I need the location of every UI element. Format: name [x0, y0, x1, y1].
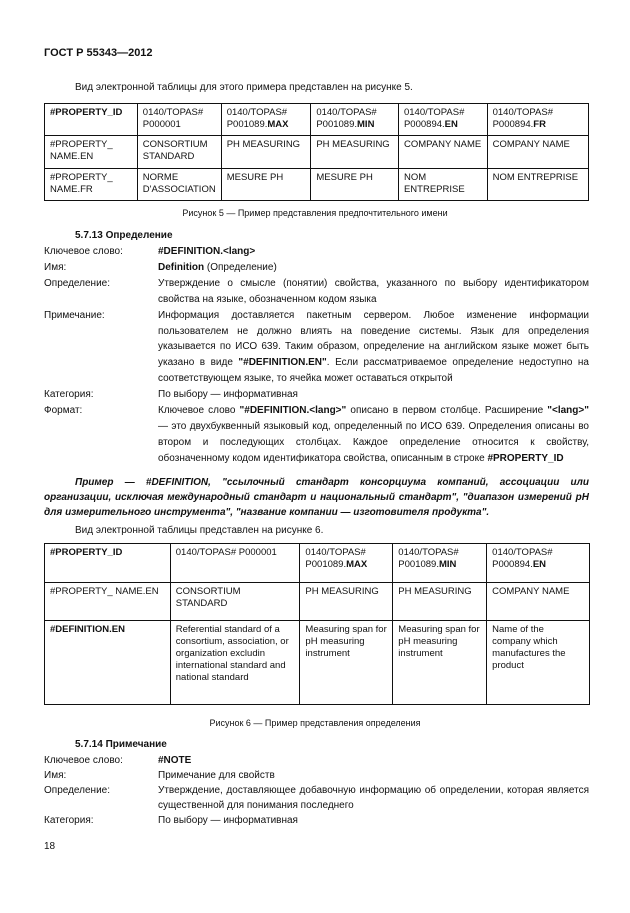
section-heading-5-7-14: 5.7.14 Примечание [75, 739, 167, 750]
intro-text-1: Вид электронной таблицы для этого примера представлен на рисунке 5. [75, 82, 413, 93]
cell-text: PH MEASURING [226, 139, 301, 151]
cell-text: Measuring span for pH measuring instrument [305, 624, 387, 660]
note-label: Примечание: [44, 309, 105, 321]
section-heading-5-7-13: 5.7.13 Определение [75, 230, 173, 241]
table-cell [487, 136, 588, 168]
cell-bold-text: #DEFINITION.EN [50, 624, 125, 636]
cell-text: 0140/TOPAS# P001089. [316, 107, 377, 130]
definition-value: Утверждение о смысле (понятии) свойства, указанного по выбору идентификатором свойства на языке, обозначенном кодом языка [158, 277, 589, 305]
cell-text: MESURE PH [316, 171, 373, 183]
table-cell [45, 168, 138, 200]
table-cell [137, 168, 221, 200]
cell-text: #PROPERTY_ NAME.EN [50, 585, 159, 597]
cell-text: CONSORTIUM STANDARD [175, 585, 241, 609]
table-cell [398, 104, 487, 136]
table-cell [170, 544, 300, 583]
figure-5-table [44, 103, 589, 201]
keyword-label: Ключевое слово: [44, 755, 123, 766]
cell-text: 0140/TOPAS# P000894. [492, 107, 553, 130]
document-header: ГОСТ Р 55343—2012 [44, 47, 153, 59]
definition-value: Утверждение, доставляющее добавочную информацию об определении, которая является существенной для понимания последнего [158, 785, 589, 811]
table-cell [487, 168, 588, 200]
definition-list-5-7-13 [44, 244, 589, 467]
table-cell [45, 621, 171, 705]
name-label: Имя: [44, 770, 67, 781]
cell-text: Name of the company which manufactures the product [492, 624, 566, 672]
cell-bold-text: MIN [357, 119, 375, 130]
table-cell [393, 582, 487, 621]
table-cell [398, 168, 487, 200]
keyword-label: Ключевое слово: [44, 246, 123, 257]
intro-text-2: Вид электронной таблицы представлен на рисунке 6. [75, 525, 324, 536]
format-value: Ключевое слово "#DEFINITION.<lang>" описано в первом столбце. Расширение "<lang>" — это двухбуквенный языковый код, определенный по ИСО 639. Определения описаны во втором и последующих столбцах. Каждое определение относится к свойству, обозначенному кодом идентификатора свойства, описанным в строке #PROPERTY_ID [158, 405, 589, 464]
cell-bold-text: MIN [438, 559, 457, 570]
cell-text: PH MEASURING [305, 585, 379, 597]
format-label: Формат: [44, 405, 83, 417]
table-cell [45, 104, 138, 136]
category-value: По выбору — информативная [158, 815, 298, 826]
figure-6-caption: Рисунок 6 — Пример представления определения [209, 718, 421, 728]
category-value: По выбору — информативная [158, 389, 298, 401]
category-label: Категория: [44, 815, 94, 826]
table-cell [487, 544, 590, 583]
name-value: Definition (Определение) [158, 261, 277, 273]
table-cell [311, 168, 399, 200]
table-cell [170, 621, 300, 705]
table-cell [487, 104, 588, 136]
cell-text: PH MEASURING [316, 139, 390, 151]
name-value: Примечание для свойств [158, 770, 275, 781]
table-cell [300, 582, 393, 621]
cell-bold-text: #PROPERTY_ID [50, 107, 123, 118]
cell-text: 0140/TOPAS# P001089. [398, 547, 459, 570]
table-cell [170, 582, 300, 621]
table-cell [311, 136, 399, 168]
table-cell [300, 544, 393, 583]
table-row [45, 544, 590, 583]
cell-bold-text: EN [532, 559, 547, 570]
cell-text: CONSORTIUM STANDARD [142, 139, 208, 163]
cell-text: 0140/TOPAS# P001089. [226, 107, 288, 130]
table-cell [45, 544, 171, 583]
table-cell [487, 621, 590, 705]
table-row [45, 621, 590, 705]
cell-bold-text: #PROPERTY_ID [50, 547, 123, 558]
cell-text: COMPANY NAME [492, 139, 570, 151]
definition-label: Определение: [44, 277, 111, 289]
cell-text: Measuring span for pH measuring instrument [398, 624, 480, 660]
table-row [45, 136, 589, 168]
cell-text: NORME D'ASSOCIATION [142, 171, 216, 195]
note-value: Информация доставляется пакетным сервером. Любое изменение информации пользователем не должно влиять на поведение системы. Язык для определения указывается по ИСО 639. Таким образом, определение на английском языке может быть указано в виде "#DEFINITION.EN". Если рассматриваемое определение недоступно на соответствующем языке, то ячейка может оставаться открытой [158, 309, 589, 385]
cell-bold-text: FR [533, 119, 546, 130]
cell-bold-text: EN [444, 119, 458, 130]
figure-5-caption: Рисунок 5 — Пример представления предпочтительного имени [182, 208, 448, 218]
table-cell [393, 544, 487, 583]
category-label: Категория: [44, 389, 94, 401]
table-cell [393, 621, 487, 705]
table-cell [311, 104, 399, 136]
table-cell [221, 136, 311, 168]
table-cell [137, 136, 221, 168]
table-cell [300, 621, 393, 705]
table-row [45, 104, 589, 136]
cell-text: 0140/TOPAS# P000001 [175, 547, 277, 558]
table-cell [398, 136, 487, 168]
table-row [45, 168, 589, 200]
table-row [45, 582, 590, 621]
cell-text: 0140/TOPAS# P001089. [305, 547, 366, 570]
cell-text: NOM ENTREPRISE [492, 171, 579, 183]
name-label: Имя: [44, 261, 67, 273]
cell-text: COMPANY NAME [492, 585, 570, 597]
table-cell [137, 104, 221, 136]
table-cell [45, 582, 171, 621]
cell-text: 0140/TOPAS# P000894. [492, 547, 553, 570]
cell-text: PH MEASURING [398, 585, 472, 597]
cell-text: #PROPERTY_ NAME.FR [50, 171, 113, 195]
cell-text: MESURE PH [226, 171, 284, 183]
definition-label: Определение: [44, 785, 111, 796]
cell-text: 0140/TOPAS# P000894. [403, 107, 465, 130]
keyword-value: #DEFINITION.<lang> [158, 246, 256, 257]
definition-list-5-7-14 [44, 753, 589, 828]
page-number: 18 [44, 841, 56, 852]
cell-text: #PROPERTY_ NAME.EN [50, 139, 113, 163]
example-paragraph: Пример — #DEFINITION, "ссылочный стандарт консорциума компаний, ассоциации или организации, исключая международный стандарт и национальный стандарт", "диапазон измерений pH для измерительного инструмента", "название компании — изготовителя продукта". [44, 477, 589, 518]
figure-6-table [44, 543, 590, 705]
cell-text: COMPANY NAME [403, 139, 482, 151]
cell-text: 0140/TOPAS# P000001 [142, 107, 204, 130]
cell-text: NOM ENTREPRISE [403, 171, 465, 195]
table-cell [221, 104, 311, 136]
table-cell [221, 168, 311, 200]
table-cell [487, 582, 590, 621]
cell-text: Referential standard of a consortium, association, or organization excludin international standard and national standard [175, 624, 289, 684]
table-cell [45, 136, 138, 168]
keyword-value: #NOTE [158, 755, 192, 766]
cell-bold-text: MAX [346, 559, 368, 570]
cell-bold-text: MAX [267, 119, 289, 130]
